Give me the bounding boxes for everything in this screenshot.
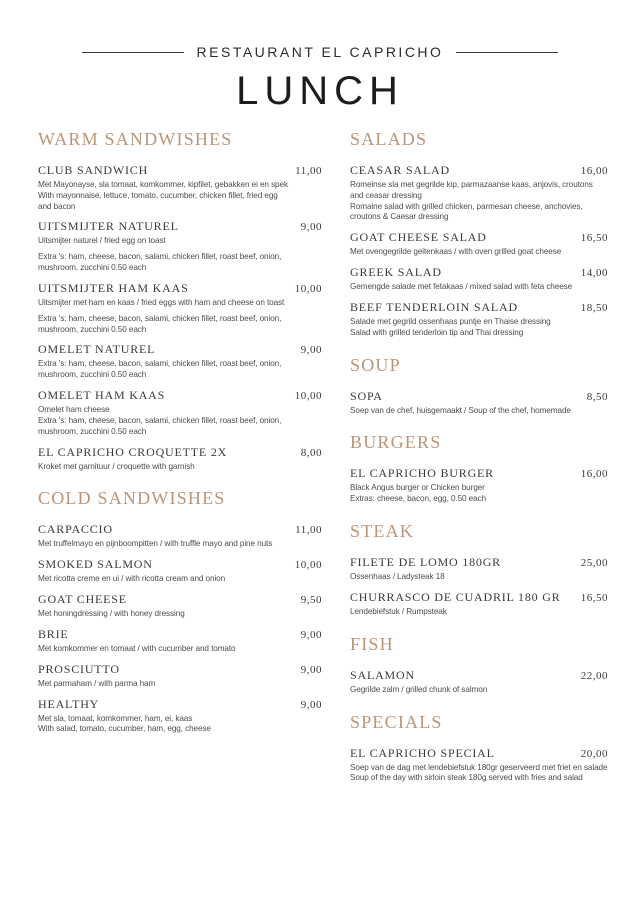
menu-column-left — [38, 129, 322, 742]
description-line: Extras: cheese, bacon, egg, 0.50 each — [350, 494, 487, 504]
item-price: 9,50 — [300, 594, 322, 607]
menu-item-el-capricho-special — [350, 746, 608, 785]
item-price: 10,00 — [294, 282, 322, 295]
item-name: GOAT CHEESE SALAD — [350, 230, 487, 245]
menu-item-goat-cheese-salad — [350, 230, 608, 258]
item-row — [350, 163, 608, 178]
item-description — [350, 763, 608, 785]
item-row — [38, 592, 322, 607]
description-line: Lendebiefstuk / Rumpsteak — [350, 606, 447, 616]
item-price: 14,00 — [580, 267, 608, 280]
description-line: Soep van de dag met lendebiefstuk 180gr geserveerd met friet en salade — [350, 762, 608, 772]
item-row — [350, 300, 608, 315]
item-row — [38, 163, 322, 178]
item-name: EL CAPRICHO BURGER — [350, 466, 494, 481]
menu-section-specials — [350, 712, 608, 785]
item-row — [38, 342, 322, 357]
description-line: With mayonnaise, lettuce, tomato, cucumber, chicken fillet, fried egg — [38, 190, 278, 200]
item-row — [350, 590, 608, 605]
menu-section-warm-sandwishes — [38, 129, 322, 472]
item-name: GOAT CHEESE — [38, 592, 127, 607]
description-line: Extra 's: ham, cheese, bacon, salami, chicken fillet, roast beef, onion, — [38, 313, 282, 323]
item-row — [38, 662, 322, 677]
item-description — [38, 644, 322, 655]
menu-header — [0, 0, 640, 113]
menu-section-salads — [350, 129, 608, 339]
description-line: Gemengde salade met fetakaas / mixed salad with feta cheese — [350, 282, 573, 292]
description-line: mushroom, zucchini 0.50 each — [38, 324, 147, 334]
item-row — [38, 388, 322, 403]
description-line: Met komkommer en tomaat / with cucumber and tomato — [38, 643, 236, 653]
item-price: 18,50 — [580, 301, 608, 314]
item-name: SMOKED SALMON — [38, 557, 153, 572]
item-description — [350, 282, 608, 293]
item-name: UITSMIJTER HAM KAAS — [38, 280, 189, 295]
item-description — [350, 607, 608, 618]
restaurant-name: RESTAURANT EL CAPRICHO — [196, 44, 444, 60]
description-line: Met ovengegrilde geitenkaas / with oven grilled goat cheese — [350, 247, 562, 257]
description-line: Met Mayonayse, sla tomaat, komkommer, kipfilet, gebakken ei en spek — [38, 180, 288, 189]
item-price: 22,00 — [580, 669, 608, 682]
page-title: LUNCH — [236, 69, 404, 113]
menu-item-omelet-naturel — [38, 342, 322, 381]
description-line: Met parmaham / with parma ham — [38, 678, 156, 688]
item-description — [350, 483, 608, 505]
item-price: 9,00 — [300, 663, 322, 676]
section-heading-salads: SALADS — [350, 129, 428, 149]
item-description — [38, 359, 322, 381]
item-row — [38, 445, 322, 460]
description-line: mushroom, zucchini 0.50 each — [38, 426, 147, 436]
item-description — [350, 406, 608, 417]
item-description — [38, 314, 322, 336]
description-line: Met honingdressing / with honey dressing — [38, 609, 185, 619]
item-row — [350, 668, 608, 683]
menu-section-cold-sandwishes — [38, 488, 322, 735]
description-line: Gegrilde zalm / grilled chunk of salmon — [350, 684, 488, 694]
menu-item-beef-tenderloin-salad — [350, 300, 608, 339]
description-line: and ceasar dressing — [350, 190, 422, 200]
item-description — [38, 609, 322, 620]
menu-item-omelet-ham-kaas — [38, 388, 322, 437]
item-name: EL CAPRICHO CROQUETTE 2X — [38, 444, 228, 459]
item-row — [38, 557, 322, 572]
description-line: Salad with grilled tenderloin tip and Thai dressing — [350, 327, 524, 337]
item-description — [350, 572, 608, 583]
item-description — [38, 539, 322, 550]
item-price: 10,00 — [294, 390, 322, 403]
item-price: 9,00 — [300, 628, 322, 641]
menu-section-fish — [350, 634, 608, 696]
item-row — [38, 627, 322, 642]
description-line: Kroket met garnituur / croquette with garnish — [38, 461, 195, 471]
description-line: Soep van de chef, huisgemaakt / Soup of the chef, homemade — [350, 405, 571, 415]
item-price: 25,00 — [580, 557, 608, 570]
description-line: Romeinse sla met gegrilde kip, parmazaanse kaas, anjovis, croutons — [350, 180, 593, 189]
menu-item-smoked-salmon — [38, 557, 322, 585]
menu-section-steak — [350, 521, 608, 618]
section-heading-soup: SOUP — [350, 354, 401, 375]
item-price: 8,00 — [300, 446, 322, 459]
item-name: CARPACCIO — [38, 522, 113, 537]
menu-item-uitsmijter-naturel — [38, 219, 322, 273]
item-row — [38, 281, 322, 296]
item-price: 9,00 — [300, 344, 322, 357]
description-line: Met ricotta creme en ui / with ricotta cream and onion — [38, 574, 226, 584]
item-name: OMELET HAM KAAS — [38, 388, 166, 403]
item-description — [38, 714, 322, 736]
item-description — [350, 180, 608, 223]
description-line: and bacon — [38, 201, 76, 211]
item-name: PROSCIUTTO — [38, 661, 120, 676]
item-price: 9,00 — [300, 221, 322, 234]
item-name: UITSMIJTER NATUREL — [38, 219, 179, 234]
description-line: With salad, tomato, cucumber, ham, egg, cheese — [38, 724, 211, 734]
item-description — [38, 405, 322, 437]
item-row — [38, 219, 322, 234]
item-name: CHURRASCO DE CUADRIL 180 GR — [350, 589, 561, 604]
item-description — [38, 252, 322, 274]
item-name: OMELET NATUREL — [38, 342, 156, 357]
menu-item-sopa — [350, 389, 608, 417]
section-heading-burgers: BURGERS — [350, 432, 442, 453]
item-name: SALAMON — [350, 667, 415, 682]
description-line: Uitsmijter naturel / fried egg on toast — [38, 236, 166, 246]
description-line: Romaine salad with grilled chicken, parmesan cheese, anchovies, — [350, 201, 583, 211]
menu-column-right — [350, 129, 608, 791]
menu-columns — [0, 113, 640, 791]
item-name: EL CAPRICHO SPECIAL — [350, 745, 495, 760]
item-price: 9,00 — [300, 698, 322, 711]
restaurant-name-row — [0, 44, 640, 60]
item-price: 16,50 — [580, 591, 608, 604]
item-description — [350, 685, 608, 696]
description-line: Black Angus burger or Chicken burger — [350, 483, 485, 493]
item-name: HEALTHY — [38, 696, 100, 711]
item-price: 16,00 — [580, 165, 608, 177]
item-name: SOPA — [350, 388, 383, 403]
menu-item-ceasar-salad — [350, 163, 608, 223]
item-price: 11,00 — [295, 524, 322, 537]
description-line: Uitsmijter met ham en kaas / fried eggs with ham and cheese on toast — [38, 297, 285, 307]
description-line: Met sla, tomaat, komkommer, ham, ei, kaas — [38, 713, 193, 723]
header-rule-left — [82, 52, 184, 53]
description-line: Soup of the day with sirloin steak 180g served with fries and salad — [350, 773, 583, 783]
item-description — [38, 679, 322, 690]
description-line: Salade met gegrild ossenhaas puntje en Thaise dressing — [350, 316, 551, 326]
description-line: mushroom, zucchini 0.50 each — [38, 370, 147, 380]
item-description — [350, 317, 608, 339]
description-line: Extra 's: ham, cheese, bacon, salami, chicken fillet, roast beef, onion, — [38, 359, 282, 369]
item-description — [38, 462, 322, 473]
menu-item-filete-de-lomo-180gr — [350, 555, 608, 583]
item-name: CLUB SANDWICH — [38, 163, 149, 177]
item-name: FILETE DE LOMO 180GR — [350, 555, 501, 570]
menu-item-uitsmijter-ham-kaas — [38, 281, 322, 335]
item-description — [38, 236, 322, 247]
description-line: Met truffelmayo en pijnboompitten / with truffle mayo and pine nuts — [38, 539, 273, 549]
item-name: CEASAR SALAD — [350, 163, 450, 177]
menu-item-salamon — [350, 668, 608, 696]
menu-item-club-sandwich — [38, 163, 322, 212]
menu-item-el-capricho-burger — [350, 466, 608, 505]
section-heading-cold-sandwishes: COLD SANDWISHES — [38, 488, 226, 509]
item-price: 16,00 — [580, 468, 608, 481]
item-name: BEEF TENDERLOIN SALAD — [350, 299, 518, 314]
item-row — [350, 265, 608, 280]
section-heading-specials: SPECIALS — [350, 711, 443, 732]
item-name: GREEK SALAD — [350, 265, 442, 280]
item-price: 10,00 — [294, 559, 322, 572]
item-row — [350, 230, 608, 245]
item-row — [38, 697, 322, 712]
menu-item-brie — [38, 627, 322, 655]
description-line: Omelet ham cheese — [38, 405, 110, 415]
item-row — [38, 522, 322, 537]
header-rule-right — [456, 52, 558, 53]
item-name: BRIE — [38, 626, 69, 641]
menu-item-healthy — [38, 697, 322, 736]
item-row — [350, 746, 608, 761]
section-heading-steak: STEAK — [350, 521, 414, 542]
item-row — [350, 555, 608, 570]
item-price: 20,00 — [580, 747, 608, 760]
description-line: croutons & Caesar dressing — [350, 212, 449, 222]
description-line: Ossenhaas / Ladysteak 18 — [350, 572, 445, 582]
item-description — [38, 298, 322, 309]
description-line: Extra 's: ham, cheese, bacon, salami, chicken fillet, roast beef, onion, — [38, 252, 282, 262]
item-price: 8,50 — [586, 390, 608, 403]
section-heading-warm-sandwishes: WARM SANDWISHES — [38, 129, 233, 149]
description-line: Extra 's: ham, cheese, bacon, salami, chicken fillet, roast beef, onion, — [38, 415, 282, 425]
item-price: 11,00 — [295, 165, 322, 177]
item-row — [350, 466, 608, 481]
menu-item-greek-salad — [350, 265, 608, 293]
menu-item-churrasco-de-cuadril-180-gr — [350, 590, 608, 618]
item-row — [350, 389, 608, 404]
menu-item-prosciutto — [38, 662, 322, 690]
description-line: mushroom, zucchini 0.50 each — [38, 263, 147, 273]
menu-item-el-capricho-croquette-2x — [38, 445, 322, 473]
item-price: 16,50 — [580, 232, 608, 245]
menu-section-burgers — [350, 432, 608, 505]
item-description — [38, 574, 322, 585]
menu-item-goat-cheese — [38, 592, 322, 620]
menu-item-carpaccio — [38, 522, 322, 550]
item-description — [350, 247, 608, 258]
menu-section-soup — [350, 355, 608, 417]
item-description — [38, 180, 322, 212]
section-heading-fish: FISH — [350, 633, 394, 654]
